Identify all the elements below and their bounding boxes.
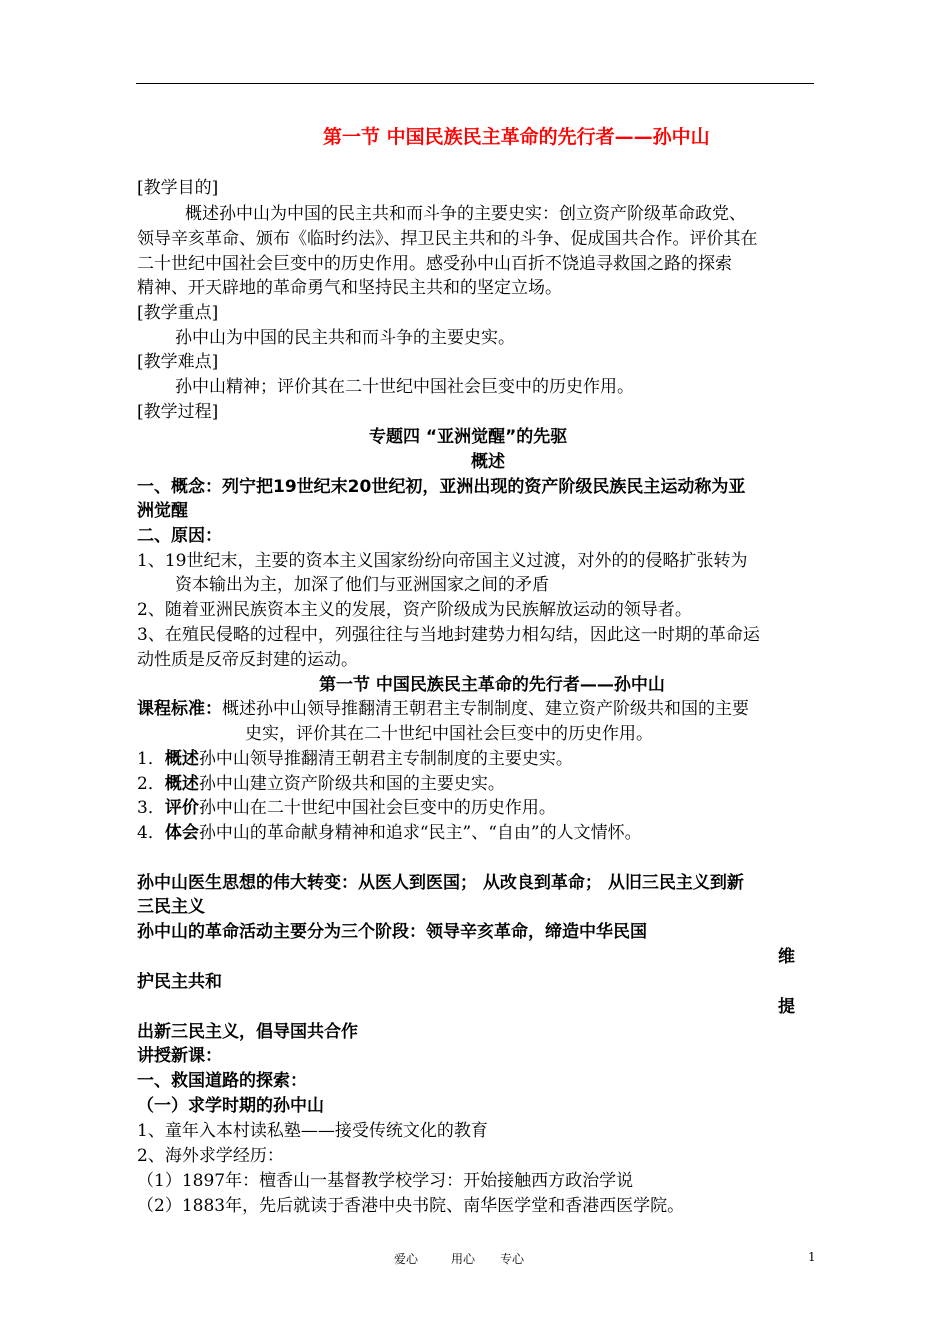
lecture-heading: 讲授新课： (137, 1046, 222, 1066)
cause-item: 动性质是反帝反封建的运动。 (137, 650, 358, 670)
item-text: 孙中山的革命献身精神和追求“民主”、“自由”的人文情怀。 (198, 823, 642, 843)
item-number: 4． (137, 823, 165, 843)
item-number: 2． (137, 774, 165, 794)
item-number: 1． (137, 749, 165, 769)
item-text: 孙中山领导推翻清王朝君主专制制度的主要史实。 (198, 749, 573, 769)
key-points-text: 孙中山为中国的民主共和而斗争的主要史实。 (175, 328, 515, 348)
standard-line (137, 698, 749, 720)
footer-slogan-1: 爱心 (394, 1252, 419, 1266)
difficulties-text: 孙中山精神；评价其在二十世纪中国社会巨变中的历史作用。 (175, 377, 634, 397)
lecture-item: （1）1897年：檀香山一基督教学校学习：开始接触西方政治学说 (137, 1171, 634, 1191)
overview-title: 概述 (471, 452, 505, 472)
objectives-line: 精神、开天辟地的革命勇气和坚持民主共和的坚定立场。 (137, 278, 562, 298)
cause-item: 2、随着亚洲民族资本主义的发展，资产阶级成为民族解放运动的领导者。 (137, 600, 692, 620)
concept-line: 一、概念：列宁把19世纪末20世纪初，亚洲出现的资产阶级民族民主运动称为亚 (137, 477, 746, 497)
stages-line: 孙中山的革命活动主要分为三个阶段：领导辛亥革命，缔造中华民国 (137, 922, 647, 942)
transform-line: 三民主义 (137, 897, 205, 917)
stages-fragment: 维 (778, 947, 795, 967)
standard-label: 课程标准： (137, 699, 222, 719)
objectives-heading: [教学目的] (137, 178, 219, 198)
causes-heading: 二、原因： (137, 526, 222, 546)
transform-line: 孙中山医生思想的伟大转变：从医人到医国； 从改良到革命； 从旧三民主义到新 (137, 873, 744, 893)
item-verb: 评价 (164, 798, 199, 818)
section-title: 第一节 中国民族民主革命的先行者——孙中山 (319, 675, 665, 695)
cause-item: 3、在殖民侵略的过程中，列强往往与当地封建势力相勾结，因此这一时期的革命运 (137, 625, 760, 645)
standard-item (137, 797, 556, 819)
sub-heading: （一）求学时期的孙中山 (137, 1096, 324, 1116)
item-text: 孙中山在二十世纪中国社会巨变中的历史作用。 (198, 798, 556, 818)
lecture-item: （2）1883年，先后就读于香港中央书院、南华医学堂和香港西医学院。 (137, 1196, 685, 1216)
lecture-item: 2、海外求学经历： (137, 1146, 284, 1166)
cause-item: 资本输出为主，加深了他们与亚洲国家之间的矛盾 (175, 575, 549, 595)
cause-item: 1、19世纪末，主要的资本主义国家纷纷向帝国主义过渡，对外的的侵略扩张转为 (137, 551, 748, 571)
difficulties-heading: [教学难点] (137, 352, 219, 372)
stages-line: 护民主共和 (137, 972, 222, 992)
item-verb: 概述 (164, 774, 199, 794)
stages-line: 出新三民主义，倡导国共合作 (137, 1022, 358, 1042)
page-number: 1 (808, 1250, 816, 1264)
item-text: 孙中山建立资产阶级共和国的主要史实。 (198, 774, 505, 794)
process-heading: [教学过程] (137, 402, 219, 422)
topic-title: 专题四 “亚洲觉醒”的先驱 (369, 427, 568, 447)
part-heading: 一、救国道路的探索： (137, 1071, 307, 1091)
header-rule (136, 83, 814, 84)
standard-item (137, 748, 573, 770)
concept-line: 洲觉醒 (137, 501, 188, 521)
key-points-heading: [教学重点] (137, 303, 219, 323)
footer-slogan-2: 用心 (451, 1252, 476, 1266)
item-verb: 概述 (164, 749, 199, 769)
standard-line: 史实，评价其在二十世纪中国社会巨变中的历史作用。 (245, 724, 653, 744)
objectives-line: 领导辛亥革命、颁布《临时约法》、捍卫民主共和的斗争、促成国共合作。评价其在 (137, 229, 758, 249)
lecture-item: 1、童年入本村读私塾——接受传统文化的教育 (137, 1121, 488, 1141)
standard-item (137, 773, 505, 795)
standard-item (137, 822, 642, 844)
objectives-line: 二十世纪中国社会巨变中的历史作用。感受孙中山百折不饶追寻救国之路的探索 (137, 254, 732, 274)
objectives-line: 概述孙中山为中国的民主共和而斗争的主要史实：创立资产阶级革命政党、 (185, 204, 746, 224)
item-number: 3． (137, 798, 165, 818)
item-verb: 体会 (164, 823, 199, 843)
footer-slogan-3: 专心 (500, 1252, 525, 1266)
page-title: 第一节 中国民族民主革命的先行者——孙中山 (323, 126, 710, 148)
stages-fragment: 提 (778, 997, 795, 1017)
standard-text: 概述孙中山领导推翻清王朝君主专制制度、建立资产阶级共和国的主要 (222, 699, 749, 719)
